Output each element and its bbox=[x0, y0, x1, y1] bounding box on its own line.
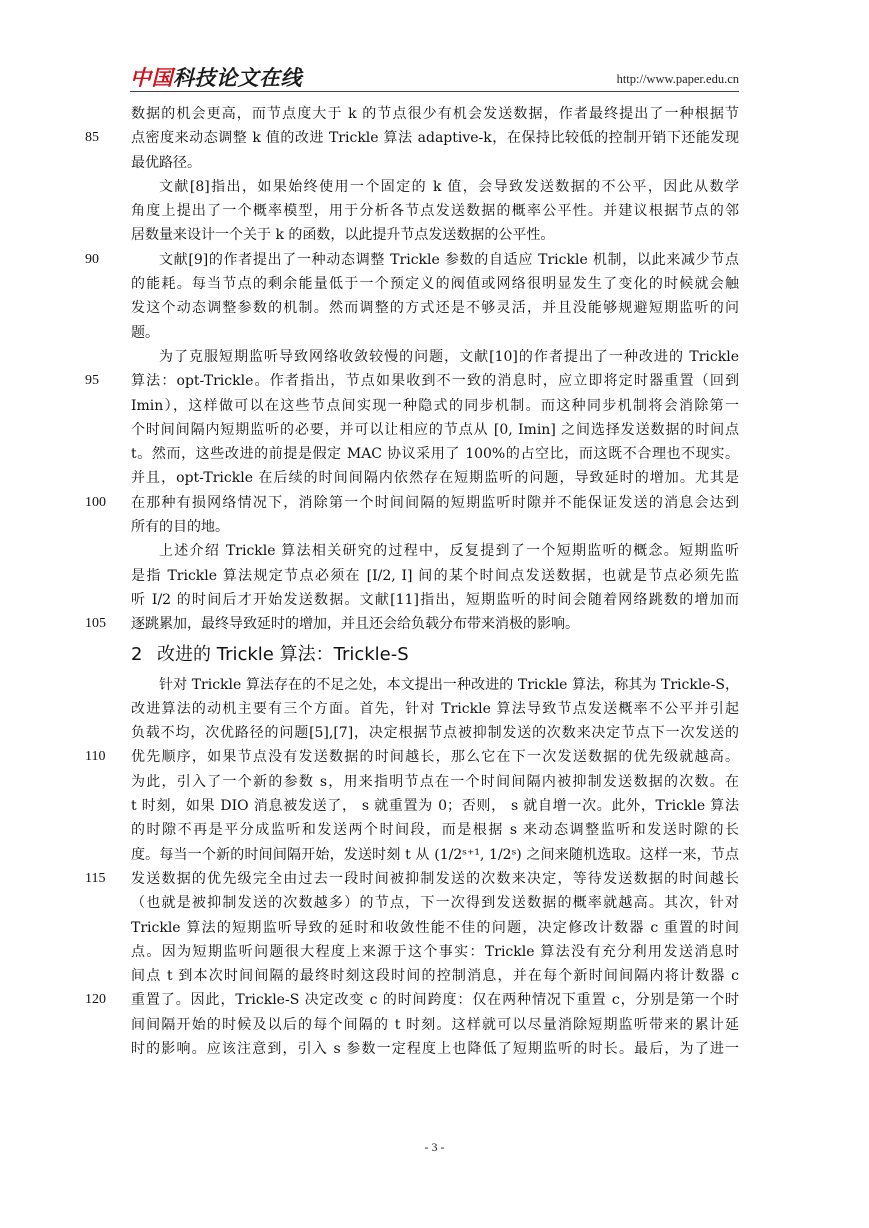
line-text: 发送数据的优先级完全由过去一段时间被抑制发送的次数来决定，等待发送数据的时间越长 bbox=[131, 870, 739, 887]
text-line bbox=[131, 272, 739, 296]
text-line bbox=[131, 223, 739, 247]
text-line bbox=[131, 175, 739, 199]
line-text: 上述介绍 Trickle 算法相关研究的过程中，反复提到了一个短期监听的概念。短期监听 bbox=[159, 543, 739, 560]
line-text: 优先顺序，如果节点没有发送数据的时间越长，那么它在下一次发送数据的优先级就越高。 bbox=[131, 749, 739, 766]
line-text: 个时间间隔内短期监听的必要，并可以让相应的节点从 [0, Imin] 之间选择发送数据的时间点 bbox=[131, 421, 739, 438]
line-text: 文献[8]指出，如果始终使用一个固定的 k 值，会导致发送数据的不公平，因此从数学 bbox=[159, 178, 739, 195]
paragraph-block-2 bbox=[85, 673, 739, 1062]
text-line bbox=[85, 248, 739, 272]
text-line bbox=[131, 818, 739, 842]
text-line bbox=[85, 612, 739, 636]
text-line bbox=[131, 794, 739, 818]
text-line bbox=[131, 151, 739, 175]
text-line bbox=[131, 843, 739, 867]
line-number: 110 bbox=[85, 749, 106, 765]
text-line bbox=[131, 770, 739, 794]
text-line bbox=[131, 964, 739, 988]
text-line bbox=[131, 1013, 739, 1037]
line-text: 居数量来设计一个关于 k 的函数，以此提升节点发送数据的公平性。 bbox=[131, 227, 555, 244]
text-line bbox=[131, 442, 739, 466]
text-line bbox=[85, 745, 739, 769]
text-line bbox=[85, 867, 739, 891]
line-number: 85 bbox=[85, 130, 99, 146]
text-line bbox=[85, 369, 739, 393]
line-text: 最优路径。 bbox=[131, 154, 201, 171]
line-text: 在那种有损网络情况下，消除第一个时间间隔的短期监听时隙并不能保证发送的消息会达到 bbox=[131, 494, 739, 511]
line-number: 105 bbox=[85, 616, 106, 632]
text-line bbox=[131, 697, 739, 721]
text-line bbox=[131, 564, 739, 588]
text-line bbox=[131, 891, 739, 915]
text-line bbox=[131, 916, 739, 940]
header-rule bbox=[130, 91, 739, 92]
page-number: - 3 - bbox=[424, 1140, 445, 1154]
line-number: 90 bbox=[85, 251, 99, 267]
text-line bbox=[131, 418, 739, 442]
line-text: 改进算法的动机主要有三个方面。首先，针对 Trickle 算法导致节点发送概率不公平并引起 bbox=[131, 700, 739, 717]
line-number: 115 bbox=[85, 870, 106, 886]
line-text: 的时隙不再是平分成监听和发送两个时间段，而是根据 s 来动态调整监听和发送时隙的长 bbox=[131, 822, 739, 839]
section-number: 2 bbox=[131, 643, 143, 665]
line-text: 负载不均，次优路径的问题[5],[7]，决定根据节点被抑制发送的次数来决定节点下一次发送的 bbox=[131, 725, 739, 742]
line-text: 度。每当一个新的时间间隔开始，发送时刻 t 从 (1/2ˢ⁺¹, 1/2ˢ) 之间来随机选取。这样一来，节点 bbox=[131, 846, 739, 863]
line-text: 点。因为短期监听问题很大程度上来源于这个事实：Trickle 算法没有充分利用发送消息时 bbox=[131, 943, 739, 960]
text-line bbox=[85, 126, 739, 150]
line-text: 是指 Trickle 算法规定节点必须在 [I/2, I] 间的某个时间点发送数据，也就是节点必须先监 bbox=[131, 567, 739, 584]
journal-logo bbox=[130, 62, 302, 92]
line-text: 角度上提出了一个概率模型，用于分析各节点发送数据的概率公平性。并建议根据节点的邻 bbox=[131, 203, 739, 220]
line-number: 100 bbox=[85, 494, 106, 510]
line-text: 并且，opt-Trickle 在后续的时间间隔内依然存在短期监听的问题，导致延时的增加。尤其是 bbox=[131, 470, 739, 487]
text-line bbox=[131, 515, 739, 539]
line-text: t 时刻，如果 DIO 消息被发送了， s 就重置为 0；否则， s 就自增一次。此外，Trickle 算法 bbox=[131, 798, 739, 815]
line-text: 点密度来动态调整 k 值的改进 Trickle 算法 adaptive-k，在保持比较低的控制开销下还能发现 bbox=[131, 130, 739, 147]
line-text: 间点 t 到本次时间间隔的最终时刻这段时间的控制消息，并在每个新时间间隔内将计数器 c bbox=[131, 968, 739, 985]
line-text: （也就是被抑制发送的次数越多）的节点，下一次得到发送数据的概率就越高。其次，针对 bbox=[131, 895, 739, 912]
text-line bbox=[85, 988, 739, 1012]
line-text: 为了克服短期监听导致网络收敛较慢的问题，文献[10]的作者提出了一种改进的 Trickle bbox=[159, 348, 739, 365]
line-text: 数据的机会更高，而节点度大于 k 的节点很少有机会发送数据，作者最终提出了一种根据节 bbox=[131, 106, 739, 122]
line-text: 针对 Trickle 算法存在的不足之处，本文提出一种改进的 Trickle 算法，称其为 Trickle-S， bbox=[159, 676, 739, 693]
text-line bbox=[85, 491, 739, 515]
line-text: Trickle 算法的短期监听导致的延时和收敛性能不佳的问题，决定修改计数器 c 重置的时间 bbox=[131, 919, 739, 936]
text-line bbox=[131, 296, 739, 320]
text-line bbox=[131, 102, 739, 126]
text-line bbox=[131, 321, 739, 345]
line-text: 听 I/2 的时间后才开始发送数据。文献[11]指出，短期监听的时间会随着网络跳数的增加而 bbox=[131, 591, 739, 608]
text-line bbox=[131, 466, 739, 490]
paragraph-block-1 bbox=[85, 102, 739, 637]
line-number: 95 bbox=[85, 373, 99, 389]
text-line bbox=[131, 721, 739, 745]
line-text: 为此，引入了一个新的参数 s，用来指明节点在一个时间间隔内被抑制发送数据的次数。在 bbox=[131, 773, 739, 790]
page-header bbox=[130, 60, 739, 90]
text-line bbox=[131, 539, 739, 563]
line-text: 所有的目的地。 bbox=[131, 519, 229, 536]
logo-red-text: 中国 bbox=[130, 66, 173, 90]
line-text: 发这个动态调整参数的机制。然而调整的方式还是不够灵活，并且没能够规避短期监听的问 bbox=[131, 300, 739, 317]
line-text: 时的影响。应该注意到，引入 s 参数一定程度上也降低了短期监听的时长。最后，为了进一 bbox=[131, 1040, 739, 1057]
section-title: 改进的 Trickle 算法：Trickle-S bbox=[157, 643, 409, 665]
line-text: t。然而，这些改进的前提是假定 MAC 协议采用了 100%的占空比，而这既不合理也不现实。 bbox=[131, 446, 739, 463]
text-line bbox=[131, 940, 739, 964]
text-line bbox=[131, 345, 739, 369]
line-text: 间间隔开始的时候及以后的每个间隔的 t 时刻。这样就可以尽量消除短期监听带来的累计延 bbox=[131, 1016, 739, 1033]
body-text bbox=[85, 102, 739, 1061]
line-text: 的能耗。每当节点的剩余能量低于一个预定义的阀值或网络很明显发生了变化的时候就会触 bbox=[131, 276, 739, 293]
text-line bbox=[131, 673, 739, 697]
section-heading bbox=[131, 639, 739, 671]
header-url[interactable]: http://www.paper.edu.cn bbox=[616, 72, 739, 86]
line-text: 逐跳累加，最终导致延时的增加，并且还会给负载分布带来消极的影响。 bbox=[131, 616, 579, 633]
line-text: 算法：opt-Trickle。作者指出，节点如果收到不一致的消息时，应立即将定时器重置（回到 bbox=[131, 373, 739, 390]
text-line bbox=[131, 1037, 739, 1061]
line-text: 题。 bbox=[131, 324, 159, 341]
text-line bbox=[131, 199, 739, 223]
line-text: 重置了。因此，Trickle-S 决定改变 c 的时间跨度：仅在两种情况下重置 c，分别是第一个时 bbox=[131, 992, 739, 1009]
logo-black-text: 科技论文在线 bbox=[173, 66, 302, 90]
text-line bbox=[131, 394, 739, 418]
line-text: 文献[9]的作者提出了一种动态调整 Trickle 参数的自适应 Trickle 机制，以此来减少节点 bbox=[159, 251, 739, 268]
line-number: 120 bbox=[85, 992, 106, 1008]
text-line bbox=[131, 588, 739, 612]
line-text: Imin），这样做可以在这些节点间实现一种隐式的同步机制。而这种同步机制将会消除第一 bbox=[131, 397, 739, 414]
